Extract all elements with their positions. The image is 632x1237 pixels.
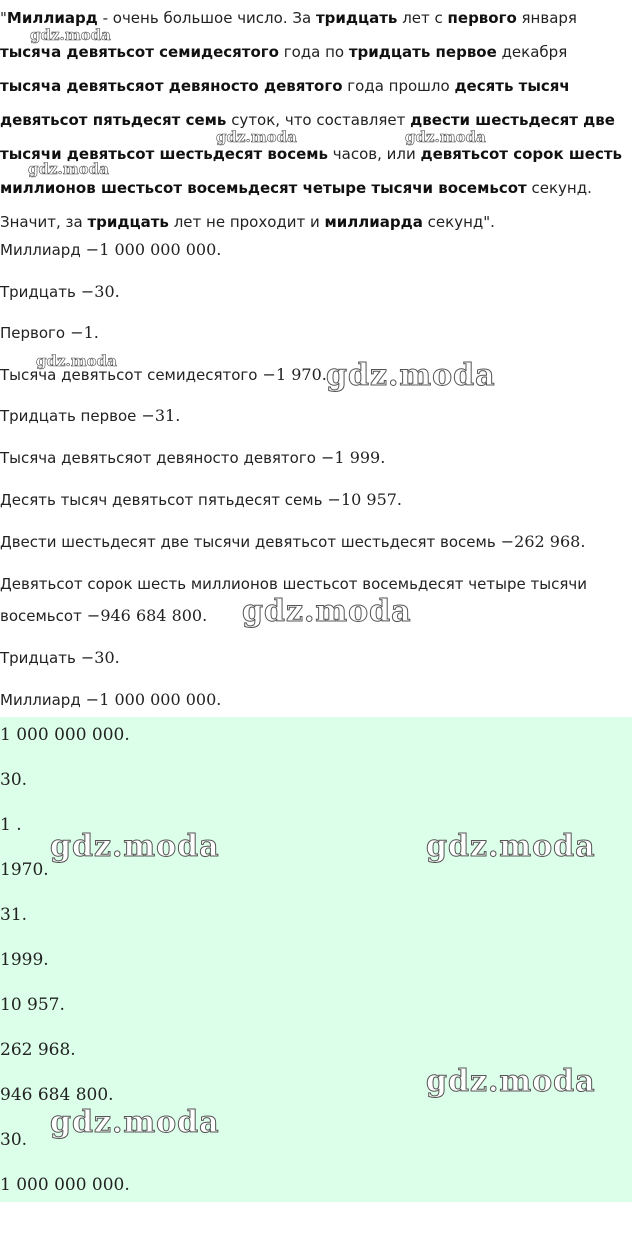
pair-line: Тридцать −30. [0,648,120,667]
pair-line: Миллиард −1 000 000 000. [0,240,222,259]
quote-bold-segment: Миллиард [6,9,98,27]
quote-bold-segment: тридцать первое [348,43,497,61]
answer-line: 30. [0,1130,28,1150]
quote-paragraph: "Миллиард - очень большое число. За тридцать лет с первого января тысяча девятьсот семидесятого года по тридцать первое декабря тысяча девятьсяот девяносто девятого года прошло десять тысяч девятьсот пятьдесят семь суток, что составляет двести шестьдесят две тысячи девятьсот шестьдесят восемь часов, или девятьсот сорок шесть миллионов шестьсот восемьдесят четыре тысячи восемьсот секунд. Значит, за тридцать лет не проходит и миллиарда секунд". [0,9,623,231]
answer-line: 10 957. [0,995,65,1015]
pair-line: Тысяча девятьсяот девяносто девятого −1 999. [0,448,386,467]
answer-line: 262 968. [0,1040,76,1060]
answers-block [0,717,632,1202]
quote-bold-segment: девятьсот сорок шесть миллионов шестьсот восемьдесят четыре тысячи восемьсот [0,145,623,197]
pair-line: Тысяча девятьсот семидесятого −1 970. [0,365,327,384]
watermark: gdz.moda [36,352,117,370]
answer-line: 1999. [0,950,49,970]
quote-bold-segment: первого [447,9,517,27]
watermark: gdz.moda [326,358,496,393]
quote-bold-segment: миллиарда [324,213,423,231]
pair-line: Миллиард −1 000 000 000. [0,690,222,709]
watermark: gdz.moda [30,26,111,44]
quote-bold-segment: тридцать [87,213,169,231]
pair-line: Тридцать −30. [0,282,120,301]
watermark: gdz.moda [242,594,412,629]
answer-line: 1 000 000 000. [0,1175,130,1195]
quote-bold-segment: десять тысяч девятьсот пятьдесят семь [0,77,570,129]
watermark: gdz.moda [405,128,486,146]
quote-bold-segment: тридцать [315,9,398,27]
pair-line: восемьсот −946 684 800. [0,606,208,625]
answer-line: 1970. [0,860,49,880]
pair-line: Тридцать первое −31. [0,406,181,425]
answer-line: 31. [0,905,28,925]
answer-line: 1 . [0,815,22,835]
answer-line: 946 684 800. [0,1085,114,1105]
pair-line: Двести шестьдесят две тысячи девятьсот шестьдесят восемь −262 968. [0,532,586,551]
answer-line: 30. [0,770,28,790]
watermark: gdz.moda [216,128,297,146]
pair-line: Девятьсот сорок шесть миллионов шестьсот восемьдесят четыре тысячи [0,575,587,593]
answer-line: 1 000 000 000. [0,725,130,745]
quote-bold-segment: тысяча девятьсяот девяносто девятого [0,77,343,95]
pair-line: Первого −1. [0,323,99,342]
watermark: gdz.moda [50,1105,220,1140]
watermark: gdz.moda [50,829,220,864]
watermark: gdz.moda [426,1064,596,1099]
quote-bold-segment: тысяча девятьсот семидесятого [0,43,279,61]
pair-line: Десять тысяч девятьсот пятьдесят семь −10 957. [0,490,403,509]
watermark: gdz.moda [426,829,596,864]
watermark: gdz.moda [28,160,109,178]
quote-bold-segment: двести шестьдесят две тысячи девятьсот шестьдесят восемь [0,111,615,163]
